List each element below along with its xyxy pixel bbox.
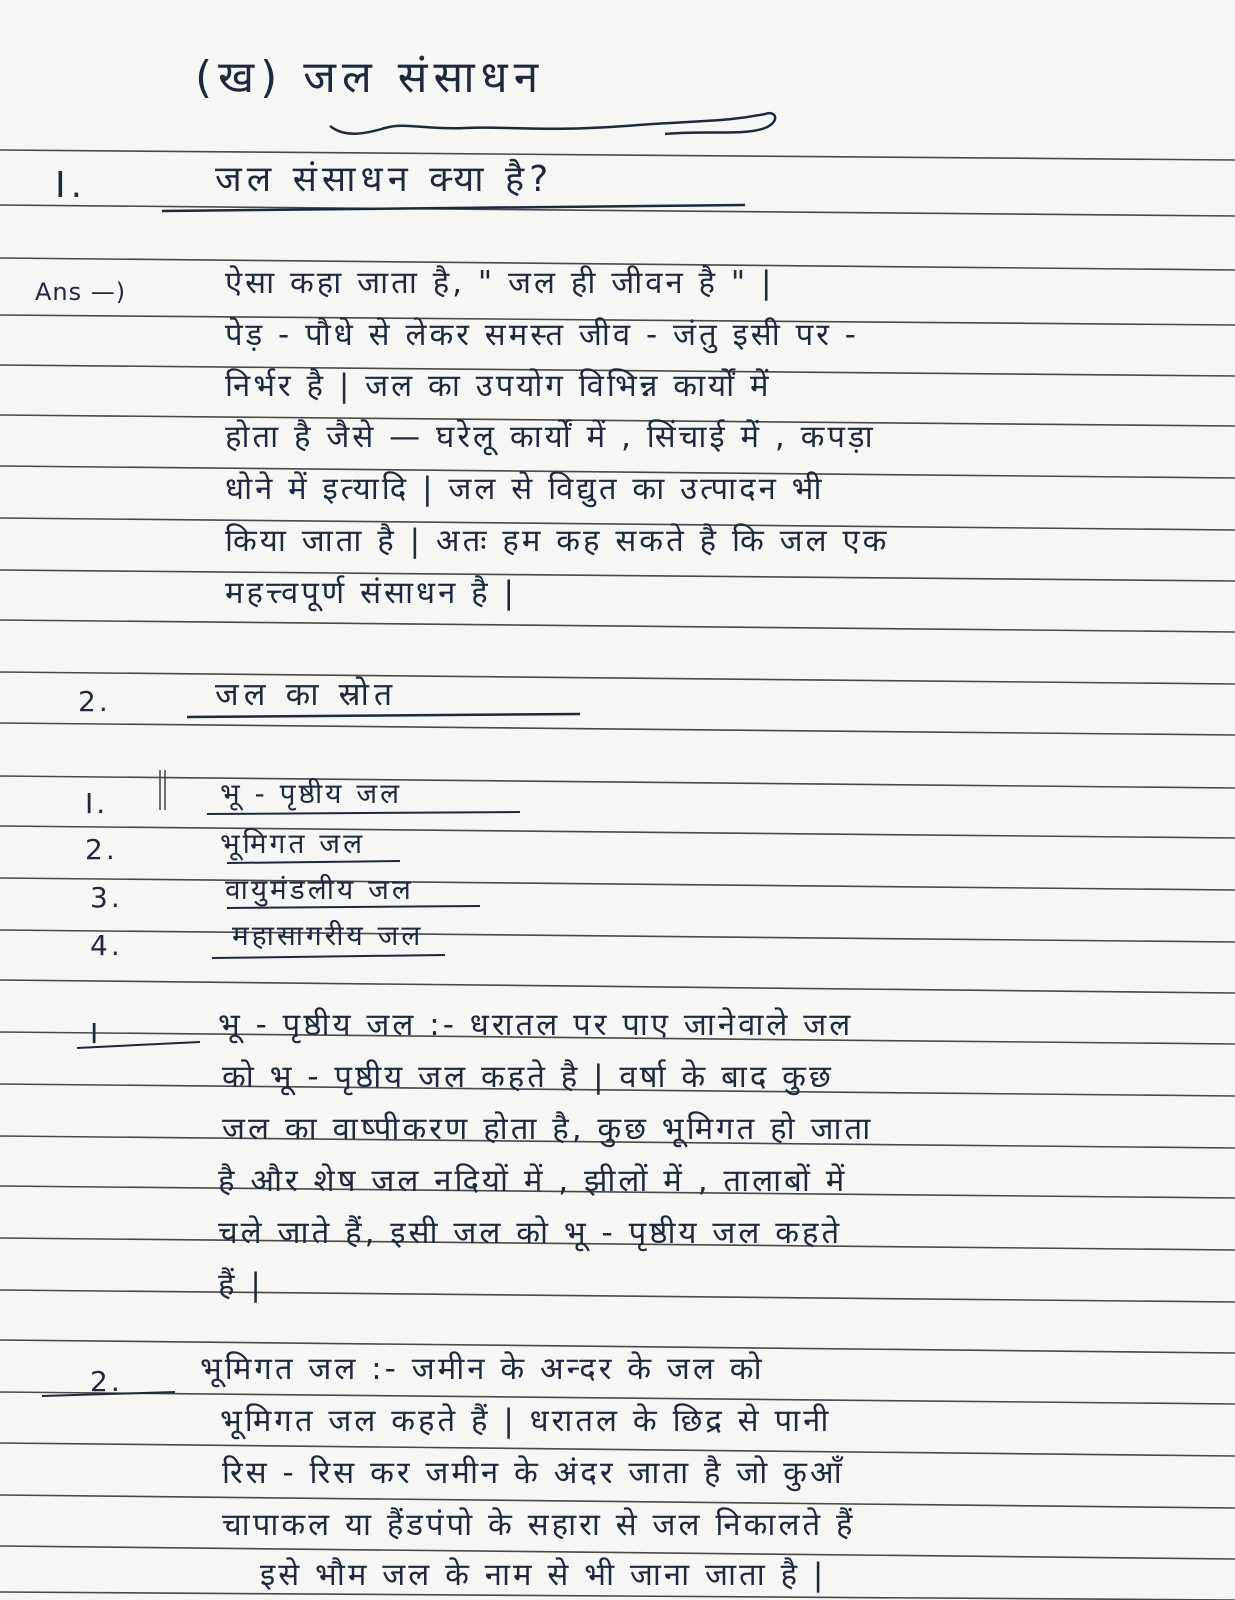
source-num-4: 4. <box>90 929 123 962</box>
sec1-line-6: हैं | <box>218 1267 264 1303</box>
answer-line-6: किया जाता है | अतः हम कह सकते है कि जल एक <box>225 523 890 559</box>
source-item-3-underline <box>225 902 485 912</box>
source-item-4: महासागरीय जल <box>232 919 424 952</box>
sec1-line-3: जल का वाष्पीकरण होता है, कुछ भूमिगत हो जाता <box>222 1111 874 1147</box>
sec2-line-4: चापाकल या हैंडपंपो के सहारा से जल निकालते हैं <box>222 1507 856 1543</box>
source-item-3: वायुमंडलीय जल <box>225 873 414 906</box>
q2-number: 2. <box>78 685 111 718</box>
sec1-marker: I <box>90 1017 102 1050</box>
q1-question: जल संसाधन क्या है? <box>215 159 554 200</box>
sec1-line-1: भू - पृष्ठीय जल :- धरातल पर पाए जानेवाले जल <box>218 1007 854 1043</box>
page-title: (ख) जल संसाधन <box>195 52 545 103</box>
sec1-line-4: है और शेष जल नदियों में , झीलों में , तालाबों में <box>218 1163 848 1199</box>
answer-line-1: ऐसा कहा जाता है, " जल ही जीवन है " | <box>225 265 775 301</box>
sec2-marker: 2. <box>90 1365 123 1398</box>
source-item-1-underline <box>205 808 525 818</box>
source-item-4-underline <box>210 950 450 962</box>
sec2-line-1: भूमिगत जल :- जमीन के अन्दर के जल को <box>200 1351 765 1387</box>
source-item-2: भूमिगत जल <box>220 827 366 860</box>
sec2-line-5: इसे भौम जल के नाम से भी जाना जाता है | <box>260 1557 827 1593</box>
source-item-2-underline <box>225 857 405 867</box>
q1-question-underline <box>160 202 750 216</box>
answer-line-3: निर्भर है | जल का उपयोग विभिन्न कार्यों में <box>225 368 772 404</box>
answer-line-5: धोने में इत्यादि | जल से विद्युत का उत्पादन भी <box>225 471 825 507</box>
q1-number: I. <box>55 165 88 206</box>
sec2-marker-dash <box>40 1384 180 1404</box>
source-num-2: 2. <box>85 833 118 866</box>
sec1-line-2: को भू - पृष्ठीय जल कहते है | वर्षा के बाद कुछ <box>222 1059 834 1095</box>
q2-heading-underline <box>185 710 585 722</box>
source-num-1: I. <box>85 787 109 820</box>
title-underline-squiggle <box>325 108 785 148</box>
sec1-line-5: चले जाते हैं, इसी जल को भू - पृष्ठीय जल कहते <box>218 1215 843 1251</box>
answer-line-2: पेड़ - पौधे से लेकर समस्त जीव - जंतु इसी पर - <box>225 317 859 353</box>
answer-marker: Ans —) <box>35 278 127 306</box>
sec2-line-2: भूमिगत जल कहते हैं | धरातल के छिद्र से पानी <box>220 1403 832 1439</box>
answer-line-7: महत्त्वपूर्ण संसाधन है | <box>225 575 517 611</box>
q2-heading: जल का स्रोत <box>215 675 398 713</box>
answer-line-4: होता है जैसे — घरेलू कार्यों में , सिंचाई में , कपड़ा <box>225 419 876 455</box>
sec2-line-3: रिस - रिस कर जमीन के अंदर जाता है जो कुआँ <box>222 1455 845 1491</box>
sec1-marker-dash <box>75 1036 205 1056</box>
source-item-1: भू - पृष्ठीय जल <box>220 777 403 810</box>
source-num-3: 3. <box>90 881 123 914</box>
